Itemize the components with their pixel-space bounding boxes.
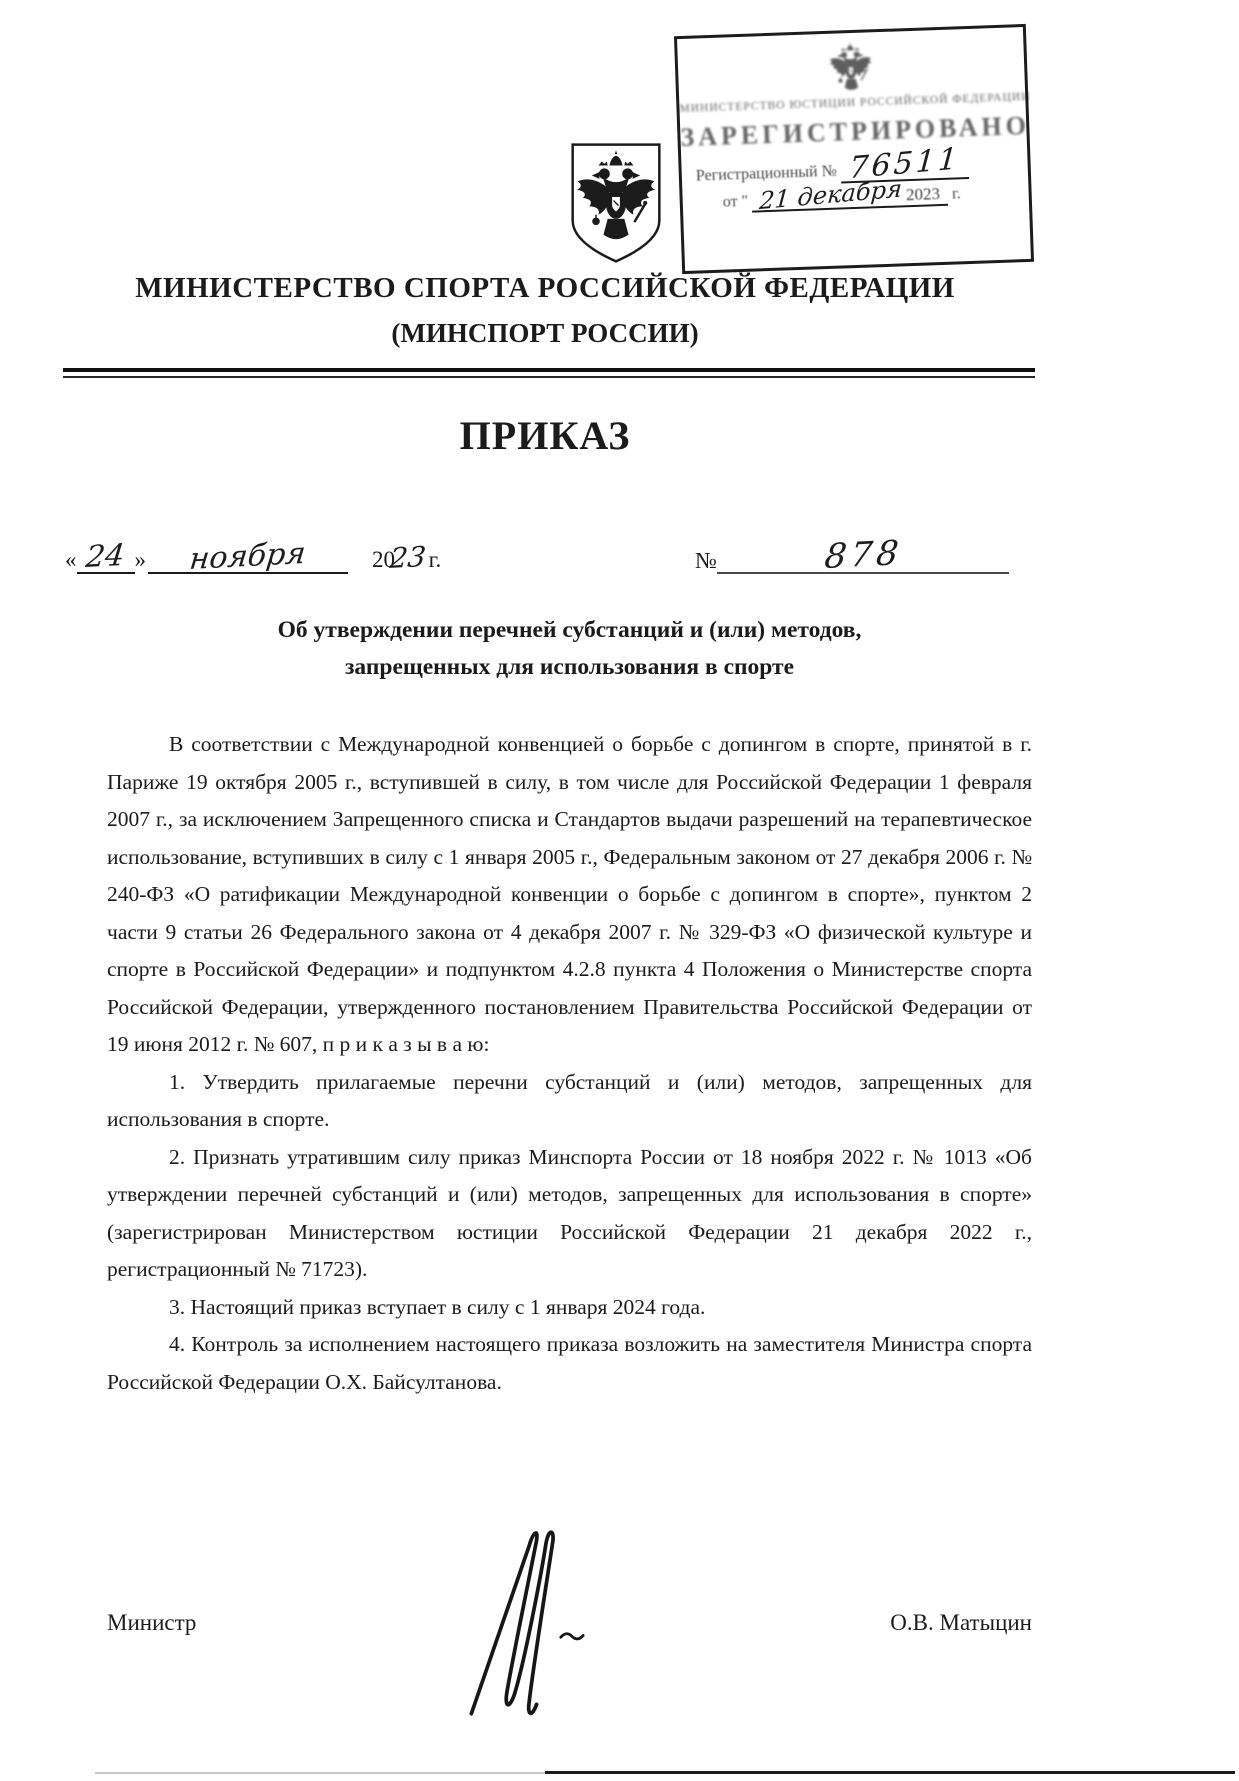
ministry-short-name: (МИНСПОРТ РОССИИ) — [391, 318, 699, 348]
justice-ministry-emblem-icon — [826, 38, 877, 96]
scan-edge-artifact-light — [95, 1772, 545, 1774]
stamp-date-value: 21 декабря — [758, 174, 904, 216]
signer-name: О.В. Матыцин — [890, 1610, 1032, 1635]
stamp-reg-number-value: 76511 — [848, 141, 962, 187]
order-date-number-row — [0, 528, 1239, 580]
order-subject-line1: Об утверждении перечней субстанций и (или) методов, — [277, 617, 862, 643]
order-subject-line2: запрещенных для использования в спорте — [344, 654, 795, 680]
order-date-day: 24 — [84, 538, 127, 575]
open-quote: « — [65, 547, 77, 572]
order-body — [107, 726, 1032, 1401]
stamp-reg-number-label: Регистрационный № — [695, 162, 838, 185]
ministry-title: МИНИСТЕРСТВО СПОРТА РОССИЙСКОЙ ФЕДЕРАЦИИ — [135, 272, 955, 304]
order-item-2: 2. Признать утратившим силу приказ Минспорта России от 18 ноября 2022 г. № 1013 «Об утверждении перечней субстанций и (или) методов, запрещенных для использования в спорте» (зарегистрирован Министерством юстиции Российской Федерации 21 декабря 2022 г., регистрационный № 71723). — [107, 1144, 1032, 1281]
preamble-paragraph: В соответствии с Международной конвенцией о борьбе с допингом в спорте, принятой в г. Париже 19 октября 2005 г., вступившей в силу, в том числе для Российской Федерации 1 февраля 2007 г., за исключением Запрещенного списка и Стандартов выдачи разрешений на терапевтическое использование, вступивших в силу с 1 января 2005 г., Федеральным законом от 27 декабря 2006 г. № 240-ФЗ «О ратификации Международной конвенции о борьбе с допингом в спорте», пунктом 2 части 9 статьи 26 Федерального закона от 4 декабря 2007 г. № 329-ФЗ «О физической культуре и спорте в Российской Федерации» и подпунктом 4.2.8 пункта 4 Положения о Министерстве спорта Российской Федерации, утвержденного постановлением Правительства Российской Федерации от 19 июня 2012 г. № 607, п р и к а з ы в а ю: — [107, 732, 1032, 1056]
order-number-blank — [717, 533, 1009, 577]
stamp-date-year: 2023 — [905, 184, 941, 205]
order-item-1: 1. Утвердить прилагаемые перечни субстанций и (или) методов, запрещенных для использования в спорте. — [107, 1069, 1032, 1131]
order-date-month-blank — [148, 536, 348, 577]
coat-of-arms — [566, 140, 666, 266]
order-number — [695, 533, 1009, 577]
header-divider — [63, 368, 1035, 378]
order-item-4: 4. Контроль за исполнением настоящего приказа возложить на заместителя Министра спорта Российской Федерации О.Х. Байсултанова. — [107, 1332, 1032, 1394]
scan-edge-artifact — [545, 1771, 1235, 1774]
russian-coat-of-arms-icon — [566, 140, 666, 266]
order-date-month: ноября — [188, 536, 308, 577]
order-date-suffix: г. — [428, 547, 442, 572]
signer-position: Министр — [107, 1610, 197, 1635]
stamp-registered-label: ЗАРЕГИСТРИРОВАНО — [679, 110, 1031, 153]
registration-stamp — [674, 24, 1034, 274]
order-date — [65, 536, 442, 577]
document-type-title: ПРИКАЗ — [459, 413, 631, 458]
order-number-value: 878 — [822, 533, 904, 577]
order-number-label: № — [695, 548, 717, 573]
stamp-date-prefix: от " — [722, 192, 749, 211]
stamp-date-suffix: г. — [951, 185, 962, 203]
order-subject — [107, 612, 1032, 686]
order-date-year-printed: 20 — [372, 547, 395, 572]
stamp-ministry-line: МИНИСТЕРСТВО ЮСТИЦИИ РОССИЙСКОЙ ФЕДЕРАЦИИ — [679, 90, 1031, 116]
stamp-date-blank — [752, 174, 949, 216]
close-quote: » — [134, 547, 146, 572]
order-date-year-hand: 23 — [388, 540, 428, 575]
minister-signature-icon — [440, 1518, 635, 1723]
order-date-day-blank — [77, 538, 135, 575]
order-item-3: 3. Настоящий приказ вступает в силу с 1 января 2024 года. — [169, 1294, 706, 1319]
